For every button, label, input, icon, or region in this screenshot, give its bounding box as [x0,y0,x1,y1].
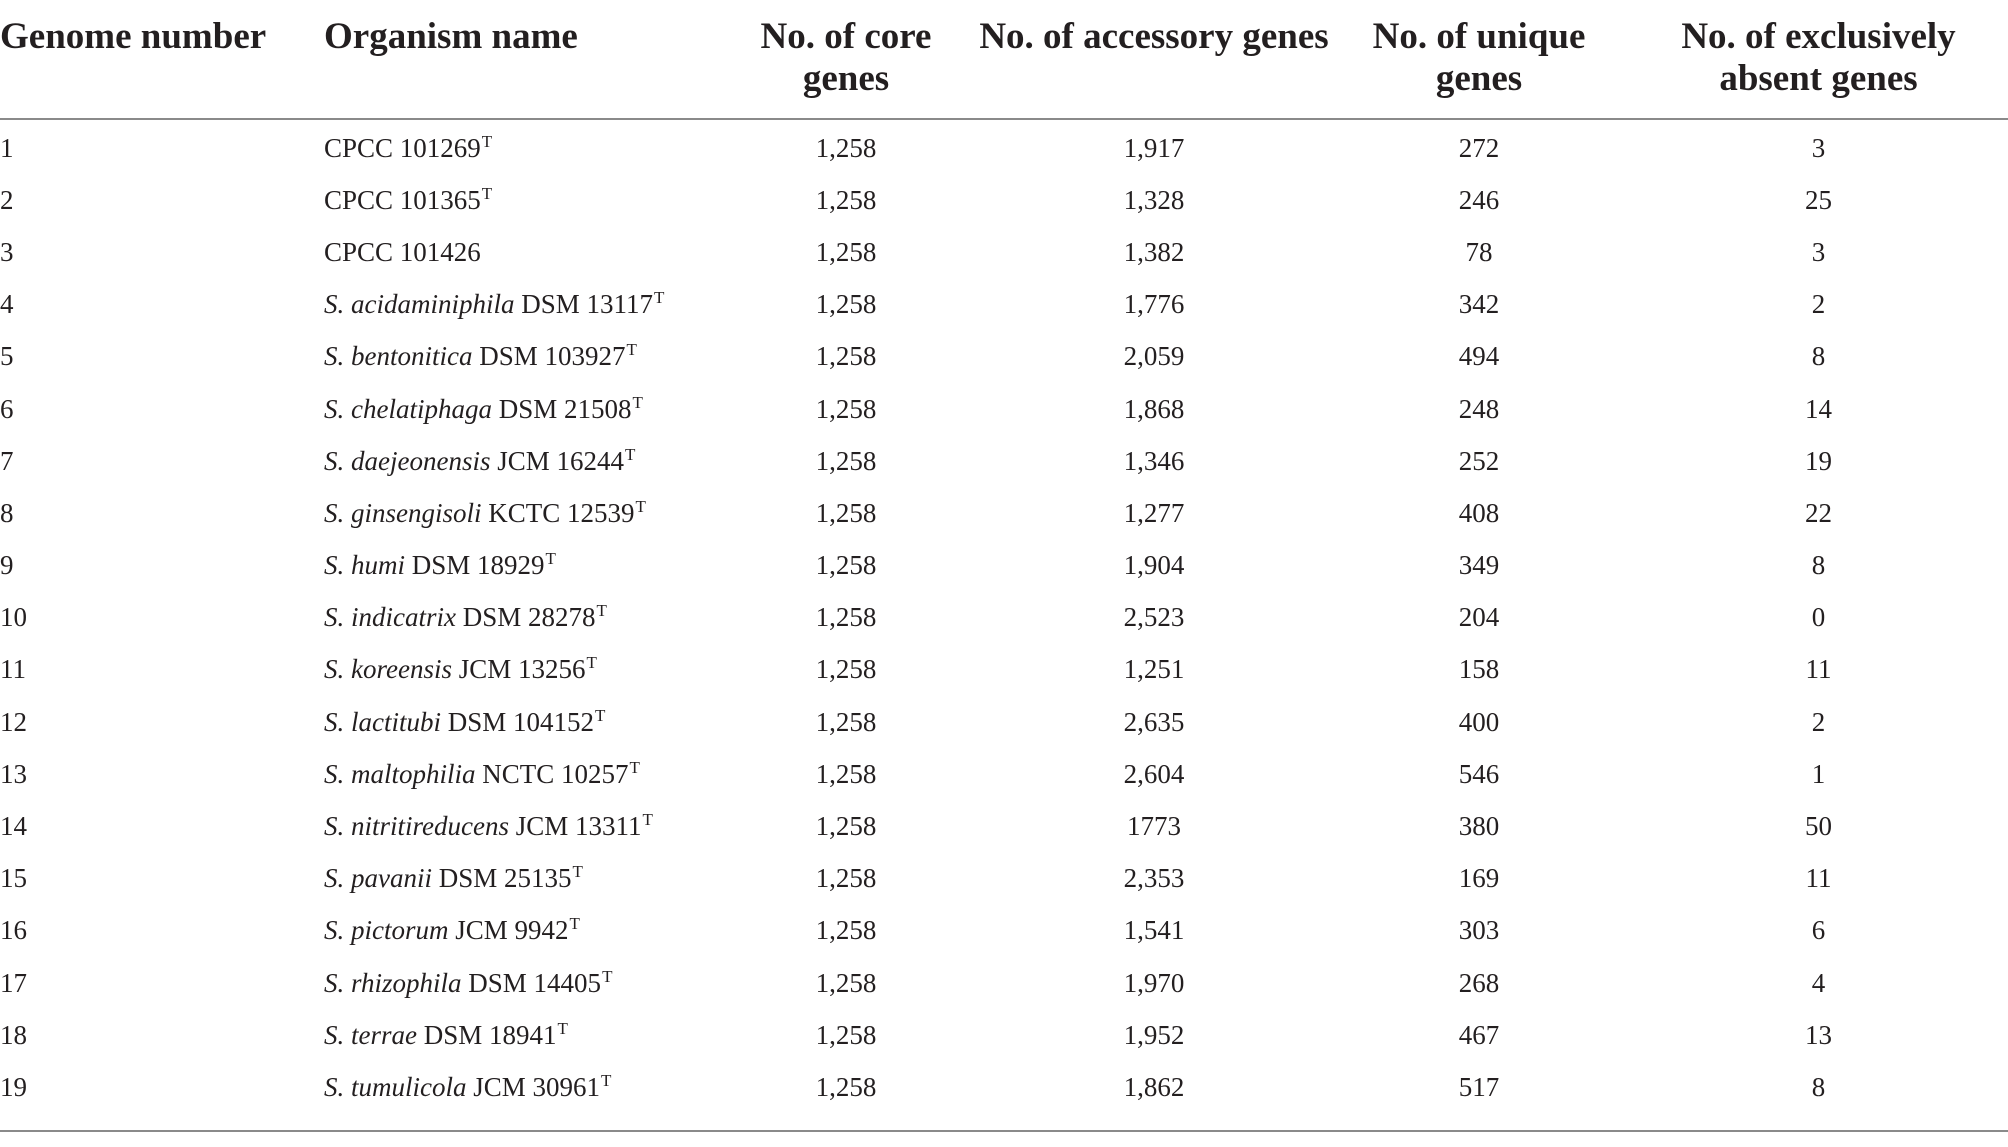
cell-organism-name [318,644,713,696]
cell-core-genes: 1,258 [815,445,877,476]
cell-unique-genes: 169 [1458,863,1500,894]
table-row [0,957,2008,1009]
organism-species: S. tumulicola [324,1071,467,1102]
table-row [0,592,2008,644]
cell-organism-name [318,957,713,1009]
cell-accessory-genes: 1,952 [1123,1019,1185,1050]
organism-strain: JCM 30961 [473,1071,601,1102]
cell-genome-number: 1 [0,132,14,163]
organism-strain: JCM 16244 [497,445,625,476]
type-strain-marker: T [632,392,643,412]
cell-genome-number: 5 [0,341,14,372]
cell-unique-genes: 517 [1458,1071,1500,1102]
cell-genome-number: 3 [0,236,14,267]
header-unique-genes-line-2: genes [1435,58,1523,99]
cell-organism-name [318,119,713,174]
cell-unique-genes: 467 [1458,1019,1500,1050]
header-genome-number-line-1: Genome number [0,16,267,57]
type-strain-marker: T [596,601,607,621]
type-strain-marker: T [481,183,493,203]
header-core-genes-line-1: No. of core [760,16,932,57]
cell-core-genes: 1,258 [815,811,877,842]
table-row [0,905,2008,957]
cell-absent-genes: 22 [1805,497,1832,528]
organism-species: S. terrae [324,1019,417,1050]
cell-accessory-genes: 1,277 [1123,497,1185,528]
cell-absent-genes: 14 [1805,393,1832,424]
cell-core-genes: 1,258 [815,236,877,267]
header-row [0,0,2008,119]
header-accessory-genes [979,0,1329,119]
organism-strain: JCM 9942 [455,915,569,946]
cell-organism-name [318,748,713,800]
organism-separator [492,394,499,424]
table-row [0,696,2008,748]
header-core-genes [713,0,979,119]
cell-unique-genes: 494 [1458,341,1500,372]
cell-absent-genes: 6 [1811,915,1826,946]
organism-separator [452,654,459,684]
organism-strain: CPCC 101365 [324,184,481,215]
organism-strain: CPCC 101269 [324,132,481,163]
cell-genome-number: 14 [0,811,27,842]
cell-accessory-genes: 1,776 [1123,289,1185,320]
organism-strain: JCM 13256 [458,654,586,685]
cell-core-genes: 1,258 [815,706,877,737]
table-row [0,279,2008,331]
cell-unique-genes: 349 [1458,550,1500,581]
cell-genome-number: 8 [0,497,14,528]
cell-organism-name [318,592,713,644]
cell-organism-name [318,696,713,748]
cell-core-genes: 1,258 [815,602,877,633]
cell-absent-genes: 2 [1811,706,1826,737]
organism-species: S. ginsengisoli [324,497,482,528]
cell-accessory-genes: 1,251 [1123,654,1185,685]
cell-core-genes: 1,258 [815,289,877,320]
organism-strain: DSM 14405 [468,967,602,998]
organism-strain: CPCC 101426 [324,236,481,267]
organism-species: S. nitritireducens [324,811,509,842]
cell-genome-number: 9 [0,550,14,581]
cell-core-genes: 1,258 [815,915,877,946]
organism-strain: DSM 25135 [438,863,572,894]
cell-absent-genes: 13 [1805,1019,1832,1050]
organism-species: S. pictorum [324,915,449,946]
organism-species: S. acidaminiphila [324,289,515,320]
cell-absent-genes: 3 [1811,236,1826,267]
type-strain-marker: T [625,444,636,464]
cell-unique-genes: 380 [1458,811,1500,842]
header-genome-number [0,0,318,119]
type-strain-marker: T [481,131,493,151]
cell-core-genes: 1,258 [815,393,877,424]
cell-absent-genes: 11 [1805,863,1832,894]
cell-core-genes: 1,258 [815,967,877,998]
table-row [0,1009,2008,1061]
cell-unique-genes: 252 [1458,445,1500,476]
cell-core-genes: 1,258 [815,550,877,581]
cell-organism-name [318,905,713,957]
cell-genome-number: 16 [0,915,27,946]
cell-accessory-genes: 1773 [1127,811,1181,842]
organism-species: S. rhizophila [324,967,462,998]
cell-core-genes: 1,258 [815,132,877,163]
cell-core-genes: 1,258 [815,1071,877,1102]
cell-organism-name [318,279,713,331]
cell-organism-name [318,383,713,435]
cell-genome-number: 11 [0,654,26,685]
cell-accessory-genes: 1,862 [1123,1071,1185,1102]
organism-species: S. indicatrix [324,602,456,633]
cell-organism-name [318,800,713,852]
organism-species: S. humi [324,550,405,581]
table-row [0,748,2008,800]
cell-accessory-genes: 1,904 [1123,550,1185,581]
cell-organism-name [318,174,713,226]
type-strain-marker: T [569,914,580,934]
cell-accessory-genes: 2,604 [1123,758,1185,789]
type-strain-marker: T [642,810,653,830]
cell-organism-name [318,331,713,383]
cell-absent-genes: 8 [1811,341,1826,372]
organism-separator [509,811,516,841]
cell-absent-genes: 2 [1811,289,1826,320]
cell-absent-genes: 8 [1811,550,1826,581]
cell-genome-number: 4 [0,289,14,320]
organism-species: S. daejeonensis [324,445,491,476]
organism-strain: DSM 103927 [479,341,626,372]
cell-accessory-genes: 1,868 [1123,393,1185,424]
cell-organism-name [318,853,713,905]
cell-genome-number: 7 [0,445,14,476]
cell-genome-number: 15 [0,863,27,894]
cell-genome-number: 17 [0,967,27,998]
header-organism-name-line-1: Organism name [324,16,578,57]
cell-genome-number: 18 [0,1019,27,1050]
type-strain-marker: T [557,1018,568,1038]
cell-absent-genes: 3 [1811,132,1826,163]
table-row [0,800,2008,852]
header-organism-name [318,0,713,119]
type-strain-marker: T [602,966,613,986]
organism-separator [441,707,448,737]
table-row [0,487,2008,539]
cell-genome-number: 12 [0,706,27,737]
header-unique-genes [1329,0,1629,119]
cell-core-genes: 1,258 [815,863,877,894]
organism-strain: KCTC 12539 [488,497,635,528]
cell-organism-name [318,1009,713,1061]
type-strain-marker: T [586,653,597,673]
cell-unique-genes: 78 [1465,236,1493,267]
cell-genome-number: 6 [0,393,14,424]
cell-absent-genes: 19 [1805,445,1832,476]
type-strain-marker: T [601,1070,612,1090]
cell-organism-name [318,540,713,592]
cell-absent-genes: 50 [1805,811,1832,842]
cell-genome-number: 19 [0,1071,27,1102]
table-row [0,119,2008,174]
type-strain-marker: T [629,757,640,777]
table-row [0,853,2008,905]
cell-unique-genes: 268 [1458,967,1500,998]
cell-accessory-genes: 2,353 [1123,863,1185,894]
organism-strain: DSM 28278 [462,602,596,633]
header-accessory-genes-line-1: No. of accessory genes [979,16,1329,57]
header-absent-genes-line-2: absent genes [1719,58,1918,99]
cell-accessory-genes: 1,328 [1123,184,1185,215]
cell-unique-genes: 303 [1458,915,1500,946]
organism-strain: DSM 104152 [447,706,595,737]
table-row [0,540,2008,592]
cell-core-genes: 1,258 [815,758,877,789]
cell-core-genes: 1,258 [815,184,877,215]
organism-species: S. pavanii [324,863,432,894]
organism-separator [432,863,439,893]
cell-genome-number: 13 [0,758,27,789]
organism-species: S. maltophilia [324,758,476,789]
header-absent-genes-line-1: No. of exclusively [1681,16,1956,57]
organism-strain: NCTC 10257 [482,758,629,789]
cell-genome-number: 2 [0,184,14,215]
table-bottom-rule [0,1130,2008,1132]
organism-strain: DSM 18941 [423,1019,557,1050]
cell-organism-name [318,1061,713,1113]
cell-absent-genes: 8 [1811,1071,1826,1102]
header-absent-genes [1629,0,2008,119]
cell-core-genes: 1,258 [815,654,877,685]
type-strain-marker: T [545,549,556,569]
table-row [0,435,2008,487]
table-body [0,119,2008,1114]
table-row [0,174,2008,226]
table-header [0,0,2008,119]
table-row [0,383,2008,435]
type-strain-marker: T [654,288,665,308]
type-strain-marker: T [595,705,606,725]
cell-organism-name [318,226,713,278]
organism-species: S. bentonitica [324,341,473,372]
organism-separator [405,550,412,580]
cell-organism-name [318,487,713,539]
cell-accessory-genes: 1,970 [1123,967,1185,998]
organism-separator [417,1020,424,1050]
organism-separator [456,602,463,632]
cell-absent-genes: 4 [1811,967,1826,998]
organism-species: S. lactitubi [324,706,441,737]
cell-organism-name [318,435,713,487]
cell-unique-genes: 342 [1458,289,1500,320]
cell-accessory-genes: 2,059 [1123,341,1185,372]
cell-genome-number: 10 [0,602,27,633]
cell-core-genes: 1,258 [815,1019,877,1050]
cell-accessory-genes: 1,541 [1123,915,1185,946]
organism-strain: DSM 13117 [521,289,654,320]
cell-absent-genes: 25 [1805,184,1832,215]
organism-strain: DSM 18929 [411,550,545,581]
cell-unique-genes: 400 [1458,706,1500,737]
cell-accessory-genes: 1,917 [1123,132,1185,163]
header-core-genes-line-2: genes [802,58,890,99]
type-strain-marker: T [626,340,637,360]
organism-strain: DSM 21508 [498,393,632,424]
cell-core-genes: 1,258 [815,341,877,372]
cell-unique-genes: 546 [1458,758,1500,789]
organism-species: S. koreensis [324,654,452,685]
table-row [0,331,2008,383]
cell-absent-genes: 1 [1811,758,1826,789]
organism-species: S. chelatiphaga [324,393,492,424]
type-strain-marker: T [635,496,646,516]
cell-unique-genes: 204 [1458,602,1500,633]
cell-core-genes: 1,258 [815,497,877,528]
cell-accessory-genes: 1,346 [1123,445,1185,476]
cell-unique-genes: 158 [1458,654,1500,685]
table-row [0,1061,2008,1113]
table-row [0,226,2008,278]
table-row [0,644,2008,696]
cell-unique-genes: 408 [1458,497,1500,528]
header-unique-genes-line-1: No. of unique [1372,16,1586,57]
cell-accessory-genes: 1,382 [1123,236,1185,267]
organism-strain: JCM 13311 [515,811,642,842]
cell-accessory-genes: 2,635 [1123,706,1185,737]
type-strain-marker: T [572,862,583,882]
cell-unique-genes: 272 [1458,132,1500,163]
cell-absent-genes: 11 [1805,654,1832,685]
cell-unique-genes: 246 [1458,184,1500,215]
cell-unique-genes: 248 [1458,393,1500,424]
cell-absent-genes: 0 [1811,602,1826,633]
cell-accessory-genes: 2,523 [1123,602,1185,633]
